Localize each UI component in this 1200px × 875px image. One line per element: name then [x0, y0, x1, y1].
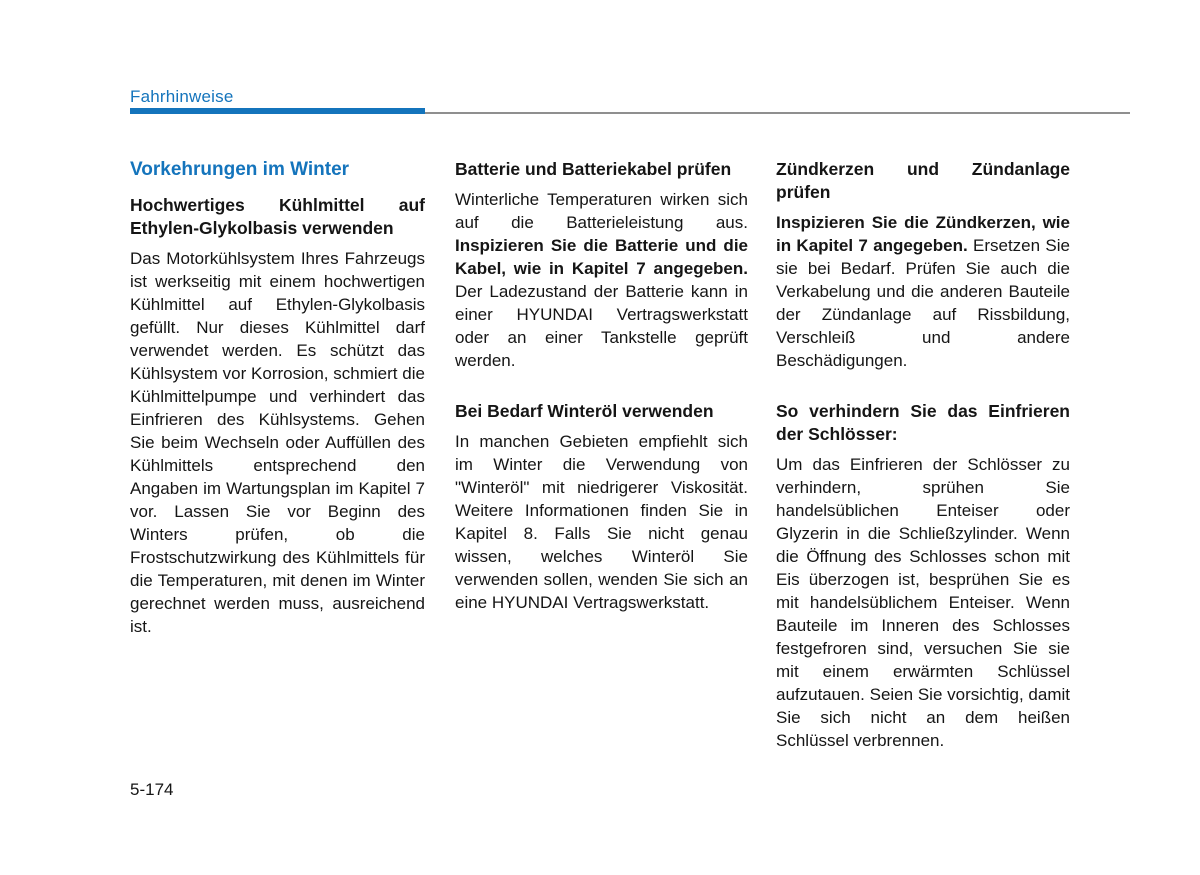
- text-run: Winterliche Temperaturen wirken sich auf die Batterieleistung aus.: [455, 190, 748, 232]
- text-run: In manchen Gebieten empfiehlt sich im Winter die Verwendung von "Winteröl" mit niedrigerer Viskosität. Weitere Informationen finden Sie in Kapitel 8. Falls Sie nicht genau wissen, welches Winteröl Sie verwenden sollen, wenden Sie sich an eine HYUNDAI Vertragswerkstatt.: [455, 432, 748, 612]
- content-column-2: [455, 158, 748, 614]
- section-winter-oil: [455, 400, 748, 614]
- section-heading: So verhindern Sie das Einfrieren der Schlösser:: [776, 401, 1070, 444]
- section-paragraph: [455, 430, 748, 614]
- text-run: Der Ladezustand der Batterie kann in einer HYUNDAI Vertragswerkstatt oder an einer Tankstelle geprüft werden.: [455, 282, 748, 370]
- section-paragraph: [455, 188, 748, 372]
- text-run-bold: Inspizieren Sie die Batterie und die Kabel, wie in Kapitel 7 angegeben.: [455, 236, 748, 278]
- section-spark-plugs: [776, 158, 1070, 372]
- section-heading: Bei Bedarf Winteröl verwenden: [455, 401, 714, 421]
- section-paragraph: [776, 453, 1070, 752]
- chapter-section-title: Vorkehrungen im Winter: [130, 159, 350, 180]
- section-paragraph: [776, 211, 1070, 372]
- header-rule-blue: [130, 108, 425, 114]
- section-heading: Batterie und Batteriekabel prüfen: [455, 159, 732, 179]
- content-column-3: [776, 158, 1070, 752]
- text-run: Um das Einfrieren der Schlösser zu verhindern, sprühen Sie handelsüblichen Enteiser oder Glyzerin in die Schließzylinder. Wenn die Öffnung des Schlosses schon mit Eis überzogen ist, besprühen Sie es mit handelsüblichem Enteiser. Wenn Bauteile im Inneren des Schlosses festgefroren sind, versuchen Sie sie mit einem erwärmten Schlüssel aufzutauen. Seien Sie vorsichtig, damit Sie sich nicht an dem heißen Schlüssel verbrennen.: [776, 455, 1070, 750]
- section-coolant: [130, 194, 425, 638]
- page-number: 5-174: [130, 780, 174, 799]
- text-run-bold: Inspizieren Sie die Zündkerzen, wie in Kapitel 7 angegeben.: [776, 213, 1070, 255]
- section-heading: Hochwertiges Kühlmittel auf Ethylen-Glykolbasis verwenden: [130, 195, 425, 238]
- text-run: Ersetzen Sie sie bei Bedarf. Prüfen Sie auch die Verkabelung und die anderen Bauteile der Zündanlage auf Rissbildung, Verschleiß und andere Beschädigungen.: [776, 236, 1070, 370]
- section-paragraph: [130, 247, 425, 638]
- section-heading: Zündkerzen und Zündanlage prüfen: [776, 159, 1070, 202]
- content-column-1: [130, 158, 425, 638]
- page-header-label: Fahrhinweise: [130, 87, 234, 106]
- section-lock-freezing: [776, 400, 1070, 752]
- text-run: Das Motorkühlsystem Ihres Fahrzeugs ist werkseitig mit einem hochwertigen Kühlmittel auf Ethylen-Glykolbasis gefüllt. Nur dieses Kühlmittel darf verwendet werden. Es schützt das Kühlsystem vor Korrosion, schmiert die Kühlmittelpumpe und verhindert das Einfrieren des Kühlsystems. Gehen Sie beim Wechseln oder Auffüllen des Kühlmittels entsprechend den Angaben im Wartungsplan im Kapitel 7 vor. Lassen Sie vor Beginn des Winters prüfen, ob die Frostschutzwirkung des Kühlmittels für die Temperaturen, mit denen im Winter gerechnet werden muss, ausreichend ist.: [130, 249, 425, 636]
- section-battery: [455, 158, 748, 372]
